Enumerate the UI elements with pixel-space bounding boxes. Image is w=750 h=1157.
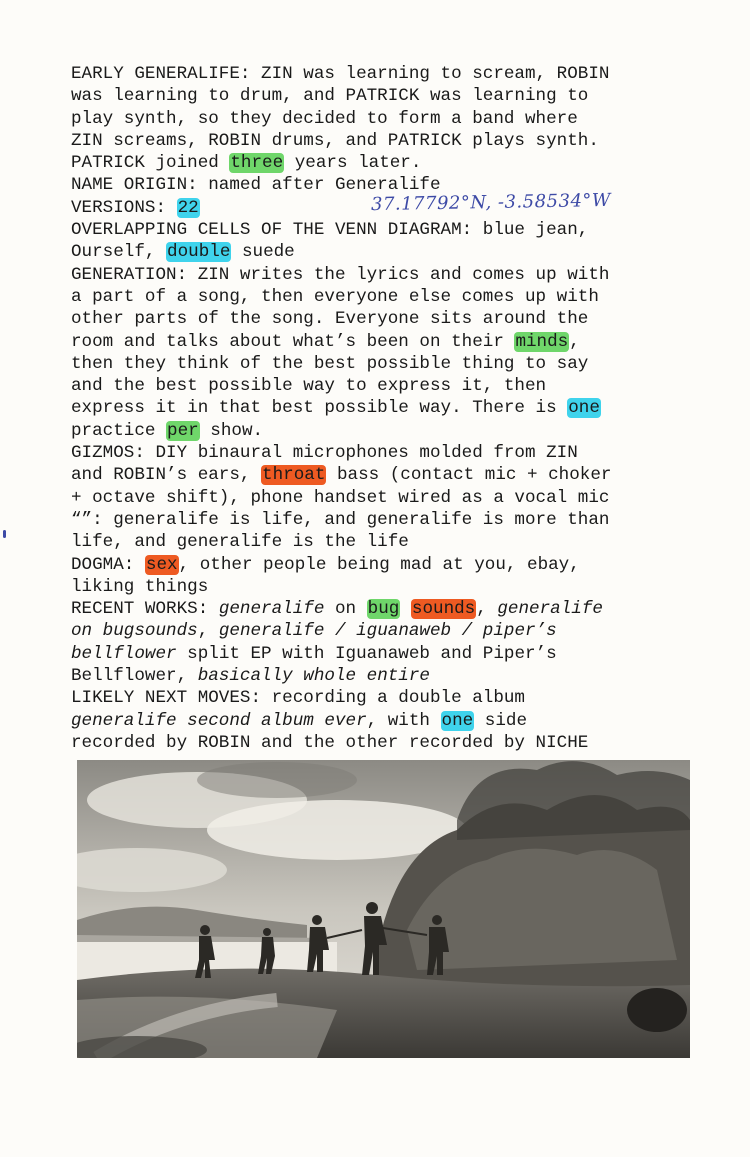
text-segment: , xyxy=(476,599,498,620)
text-segment: OVERLAPPING CELLS OF THE VENN DIAGRAM: blue jean, xyxy=(71,220,589,241)
text-line xyxy=(71,63,711,85)
text-line xyxy=(71,643,711,665)
text-line xyxy=(71,219,711,241)
highlighted-word: sex xyxy=(145,554,178,575)
text-segment: liking things xyxy=(71,576,209,597)
text-segment: generalife xyxy=(218,599,325,620)
text-segment: was learning to drum, and PATRICK was learning to xyxy=(71,86,589,107)
text-line xyxy=(71,464,711,486)
text-line xyxy=(71,331,711,353)
text-segment: bellflower xyxy=(71,643,177,664)
text-segment: “”: generalife is life, and generalife is more than xyxy=(71,509,610,530)
sepia-photo-people-by-lake xyxy=(77,760,690,1058)
text-segment xyxy=(400,599,411,619)
highlighted-word: throat xyxy=(262,465,326,486)
text-segment: show. xyxy=(199,420,264,441)
text-segment: , xyxy=(569,331,580,352)
text-segment: , xyxy=(197,621,219,642)
highlighted-word: one xyxy=(441,710,474,731)
text-line xyxy=(71,710,711,732)
text-line xyxy=(71,85,711,107)
text-segment: split EP with Iguanaweb and Piper’s xyxy=(176,643,557,664)
text-line xyxy=(71,152,711,174)
highlighted-word: 22 xyxy=(177,197,199,218)
text-line xyxy=(71,687,711,709)
text-segment: Bellflower, xyxy=(71,666,198,687)
text-segment: practice xyxy=(71,420,167,441)
text-line xyxy=(71,554,711,576)
text-line xyxy=(71,665,711,687)
text-segment: , other people being mad at you, ebay, xyxy=(178,554,580,575)
text-segment: generalife second album ever xyxy=(71,710,367,731)
text-segment: then they think of the best possible thing to say xyxy=(71,353,589,374)
text-segment: ZIN screams, ROBIN drums, and PATRICK plays synth. xyxy=(71,130,599,151)
photo-illustration xyxy=(77,760,690,1058)
text-segment: RECENT WORKS: xyxy=(71,599,219,620)
text-segment: + octave shift), phone handset wired as a vocal mic xyxy=(71,487,610,508)
text-segment: a part of a song, then everyone else comes up with xyxy=(71,286,599,307)
text-line xyxy=(71,353,711,375)
highlighted-word: sounds xyxy=(411,599,476,620)
text-segment: basically whole entire xyxy=(197,666,430,687)
text-segment: on bugsounds xyxy=(71,621,198,642)
text-segment: generalife xyxy=(497,599,603,620)
highlighted-word: per xyxy=(167,420,199,441)
text-line xyxy=(71,420,711,442)
text-segment: years later. xyxy=(284,153,422,174)
highlighted-word: double xyxy=(167,242,231,263)
text-segment: recorded by ROBIN and the other recorded by NICHE xyxy=(71,732,589,753)
text-segment: and ROBIN’s ears, xyxy=(71,465,262,486)
text-line xyxy=(71,620,711,642)
text-segment: , with xyxy=(366,710,441,731)
text-segment: side xyxy=(474,710,528,731)
handwritten-coordinates: 37.17792°N, -3.58534°W xyxy=(370,189,612,216)
text-segment: life, and generalife is the life xyxy=(71,532,409,553)
zine-text-block xyxy=(71,63,711,754)
text-segment: EARLY GENERALIFE: ZIN was learning to scream, ROBIN xyxy=(71,64,610,84)
text-segment: VERSIONS: xyxy=(71,197,177,218)
highlighted-word: one xyxy=(568,398,600,419)
text-line xyxy=(71,509,711,531)
text-line xyxy=(71,531,711,553)
text-segment: room and talks about what’s been on their xyxy=(71,331,515,352)
text-segment: express it in that best possible way. There is xyxy=(71,398,568,419)
text-segment: GENERATION: ZIN writes the lyrics and comes up with xyxy=(71,264,610,285)
text-segment: PATRICK joined xyxy=(71,153,230,174)
highlighted-word: bug xyxy=(367,599,400,620)
text-line xyxy=(71,108,711,130)
text-line xyxy=(71,732,711,754)
text-segment: NAME ORIGIN: named after Generalife xyxy=(71,175,441,196)
text-line xyxy=(71,264,711,286)
text-segment: suede xyxy=(231,242,295,263)
text-line xyxy=(71,397,711,419)
text-segment: and the best possible way to express it, then xyxy=(71,376,547,397)
text-line xyxy=(71,241,711,263)
text-segment: LIKELY NEXT MOVES: recording a double album xyxy=(71,688,525,709)
text-segment: on xyxy=(324,599,367,620)
text-line xyxy=(71,487,711,509)
text-segment: DOGMA: xyxy=(71,554,145,575)
text-segment: bass (contact mic + choker xyxy=(326,465,612,486)
text-segment: generalife / iguanaweb / piper’s xyxy=(218,621,557,642)
text-segment: Ourself, xyxy=(71,242,167,263)
text-line xyxy=(71,130,711,152)
text-line xyxy=(71,442,711,464)
text-line xyxy=(71,308,711,330)
text-line xyxy=(71,286,711,308)
text-segment: play synth, so they decided to form a band where xyxy=(71,108,578,129)
highlighted-word: minds xyxy=(515,331,569,352)
highlighted-word: three xyxy=(230,153,284,174)
text-segment: GIZMOS: DIY binaural microphones molded from ZIN xyxy=(71,443,578,464)
pen-mark xyxy=(3,530,6,538)
text-line xyxy=(71,576,711,598)
text-line xyxy=(71,598,711,620)
text-segment: other parts of the song. Everyone sits around the xyxy=(71,309,589,330)
text-line xyxy=(71,375,711,397)
